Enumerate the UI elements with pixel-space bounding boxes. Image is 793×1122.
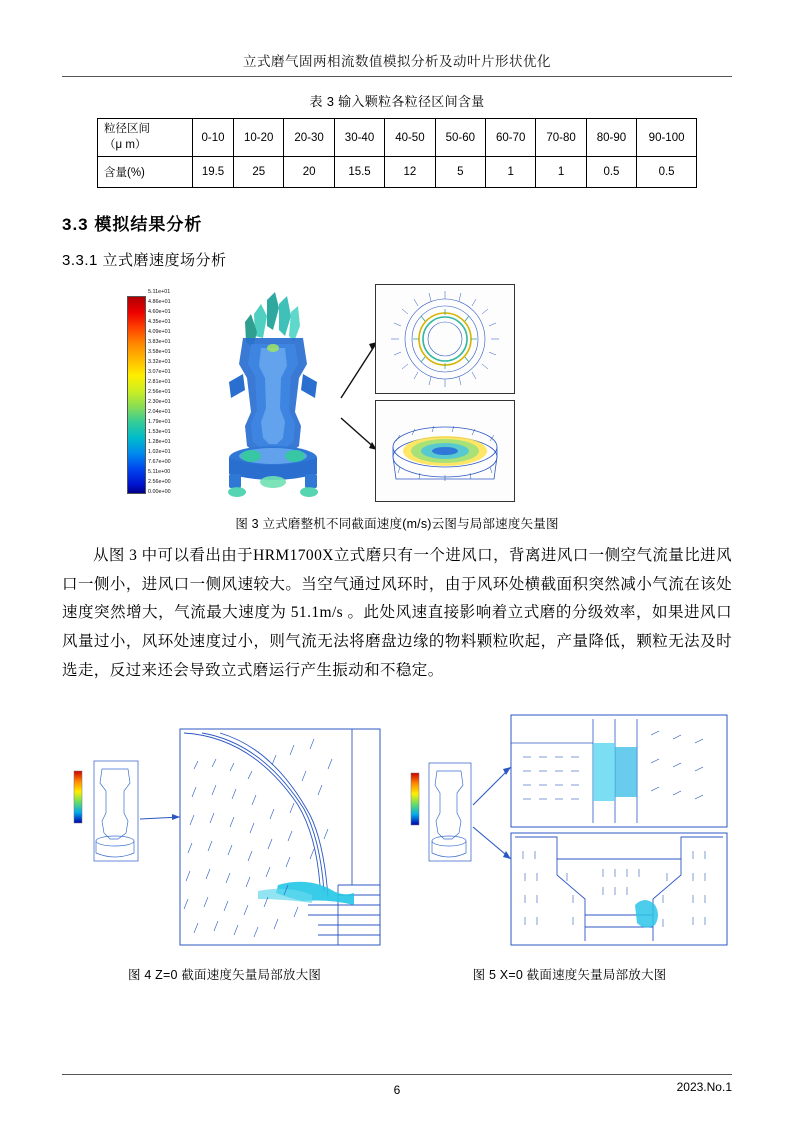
inset-air-ring-vectors xyxy=(375,284,515,394)
cb-label-1: 4.86e+01 xyxy=(148,299,171,306)
cb-label-13: 1.79e+01 xyxy=(148,419,171,426)
table-col-6: 60-70 xyxy=(485,119,535,157)
rowhead-line-1: 粒径区间 xyxy=(104,123,150,135)
figure-3-caption: 图 3 立式磨整机不同截面速度(m/s)云图与局部速度矢量图 xyxy=(235,517,559,532)
running-header: 立式磨气固两相流数值模拟分析及动叶片形状优化 xyxy=(243,54,551,69)
cb-label-6: 3.58e+01 xyxy=(148,349,171,356)
figure-5-canvas xyxy=(407,709,732,959)
colorbar-labels xyxy=(148,290,194,498)
cb-label-2: 4.60e+01 xyxy=(148,309,171,316)
cb-label-5: 3.83e+01 xyxy=(148,339,171,346)
cb-label-9: 2.81e+01 xyxy=(148,379,171,386)
table-val-8: 0.5 xyxy=(586,157,636,188)
cb-label-10: 2.56e+01 xyxy=(148,389,171,396)
table-col-0: 0-10 xyxy=(193,119,234,157)
figure-4 xyxy=(62,709,387,983)
figure-4-caption: 图 4 Z=0 截面速度矢量局部放大图 xyxy=(127,968,322,983)
table-col-2: 20-30 xyxy=(284,119,334,157)
table-val-0: 19.5 xyxy=(193,157,234,188)
figure-5-caption: 图 5 X=0 截面速度矢量局部放大图 xyxy=(472,968,667,983)
table-val-9: 0.5 xyxy=(637,157,697,188)
cb-label-16: 1.02e+01 xyxy=(148,449,171,456)
z0-velocity-vectors xyxy=(62,709,387,959)
table-row-header xyxy=(98,119,697,157)
subsection-heading: 3.3.1 立式磨速度场分析 xyxy=(62,252,227,270)
cb-label-18: 5.11e+00 xyxy=(148,469,171,476)
page-footer xyxy=(62,1074,732,1097)
annular-vector-plot xyxy=(376,285,514,393)
page-content xyxy=(62,50,732,983)
footer-issue: 2023.No.1 xyxy=(676,1080,732,1094)
table-rowhead-size-range xyxy=(98,119,193,157)
cb-label-20: 0.00e+00 xyxy=(148,489,171,496)
table-val-2: 20 xyxy=(284,157,334,188)
figure-row xyxy=(62,709,732,983)
table-col-5: 50-60 xyxy=(435,119,485,157)
x0-velocity-vectors xyxy=(407,709,732,959)
body-paragraph: 从图 3 中可以看出由于HRM1700X立式磨只有一个进风口，背离进风口一侧空气流量比进风口一侧小，进风口一侧风速较大。当空气通过风环时，由于风环处横截面积突然减小气流在该处速度突然增大，气流最大速度为 51.1m/s 。此处风速直接影响着立式磨的分级效率，如果进风口风量过小，风环处速度过小，则气流无法将磨盘边缘的物料颗粒吹起，产量降低，颗粒无法及时选走，反过来还会导致立式磨运行产生振动和不稳定。 xyxy=(62,547,732,679)
table-col-8: 80-90 xyxy=(586,119,636,157)
cb-label-0: 5.11e+01 xyxy=(148,289,171,296)
table-col-1: 10-20 xyxy=(234,119,284,157)
cb-label-14: 1.53e+01 xyxy=(148,429,171,436)
figure-3-canvas xyxy=(117,278,677,508)
table-val-7: 1 xyxy=(536,157,586,188)
section-heading: 3.3 模拟结果分析 xyxy=(62,215,203,235)
table-row-values xyxy=(98,157,697,188)
cb-label-17: 7.67e+00 xyxy=(148,459,171,466)
table-rowhead-content: 含量(%) xyxy=(98,157,193,188)
table-col-9: 90-100 xyxy=(637,119,697,157)
table-caption: 表 3 输入颗粒各粒径区间含量 xyxy=(309,94,485,109)
table-col-3: 30-40 xyxy=(334,119,384,157)
figure-3 xyxy=(62,278,732,532)
cb-label-8: 3.07e+01 xyxy=(148,369,171,376)
figure-5 xyxy=(407,709,732,983)
inset-grinding-table-vectors xyxy=(375,400,515,502)
cb-label-7: 3.32e+01 xyxy=(148,359,171,366)
velocity-colorbar xyxy=(127,296,146,494)
table-col-7: 70-80 xyxy=(536,119,586,157)
table-val-4: 12 xyxy=(385,157,435,188)
cb-label-4: 4.09e+01 xyxy=(148,329,171,336)
header-divider xyxy=(62,76,732,77)
cb-label-15: 1.28e+01 xyxy=(148,439,171,446)
cb-label-12: 2.04e+01 xyxy=(148,409,171,416)
table-val-5: 5 xyxy=(435,157,485,188)
rowhead-line-2: （μ m） xyxy=(104,138,147,151)
table-val-6: 1 xyxy=(485,157,535,188)
page-number: 6 xyxy=(393,1082,401,1097)
figure-4-canvas xyxy=(62,709,387,959)
mill-3d-contour xyxy=(199,286,349,502)
cb-label-19: 2.56e+00 xyxy=(148,479,171,486)
table-val-3: 15.5 xyxy=(334,157,384,188)
cb-label-11: 2.30e+01 xyxy=(148,399,171,406)
footer-content xyxy=(62,1075,732,1097)
table-val-1: 25 xyxy=(234,157,284,188)
cb-label-3: 4.35e+01 xyxy=(148,319,171,326)
table-col-4: 40-50 xyxy=(385,119,435,157)
particle-size-table xyxy=(97,118,697,188)
grinding-table-plot xyxy=(376,401,514,501)
